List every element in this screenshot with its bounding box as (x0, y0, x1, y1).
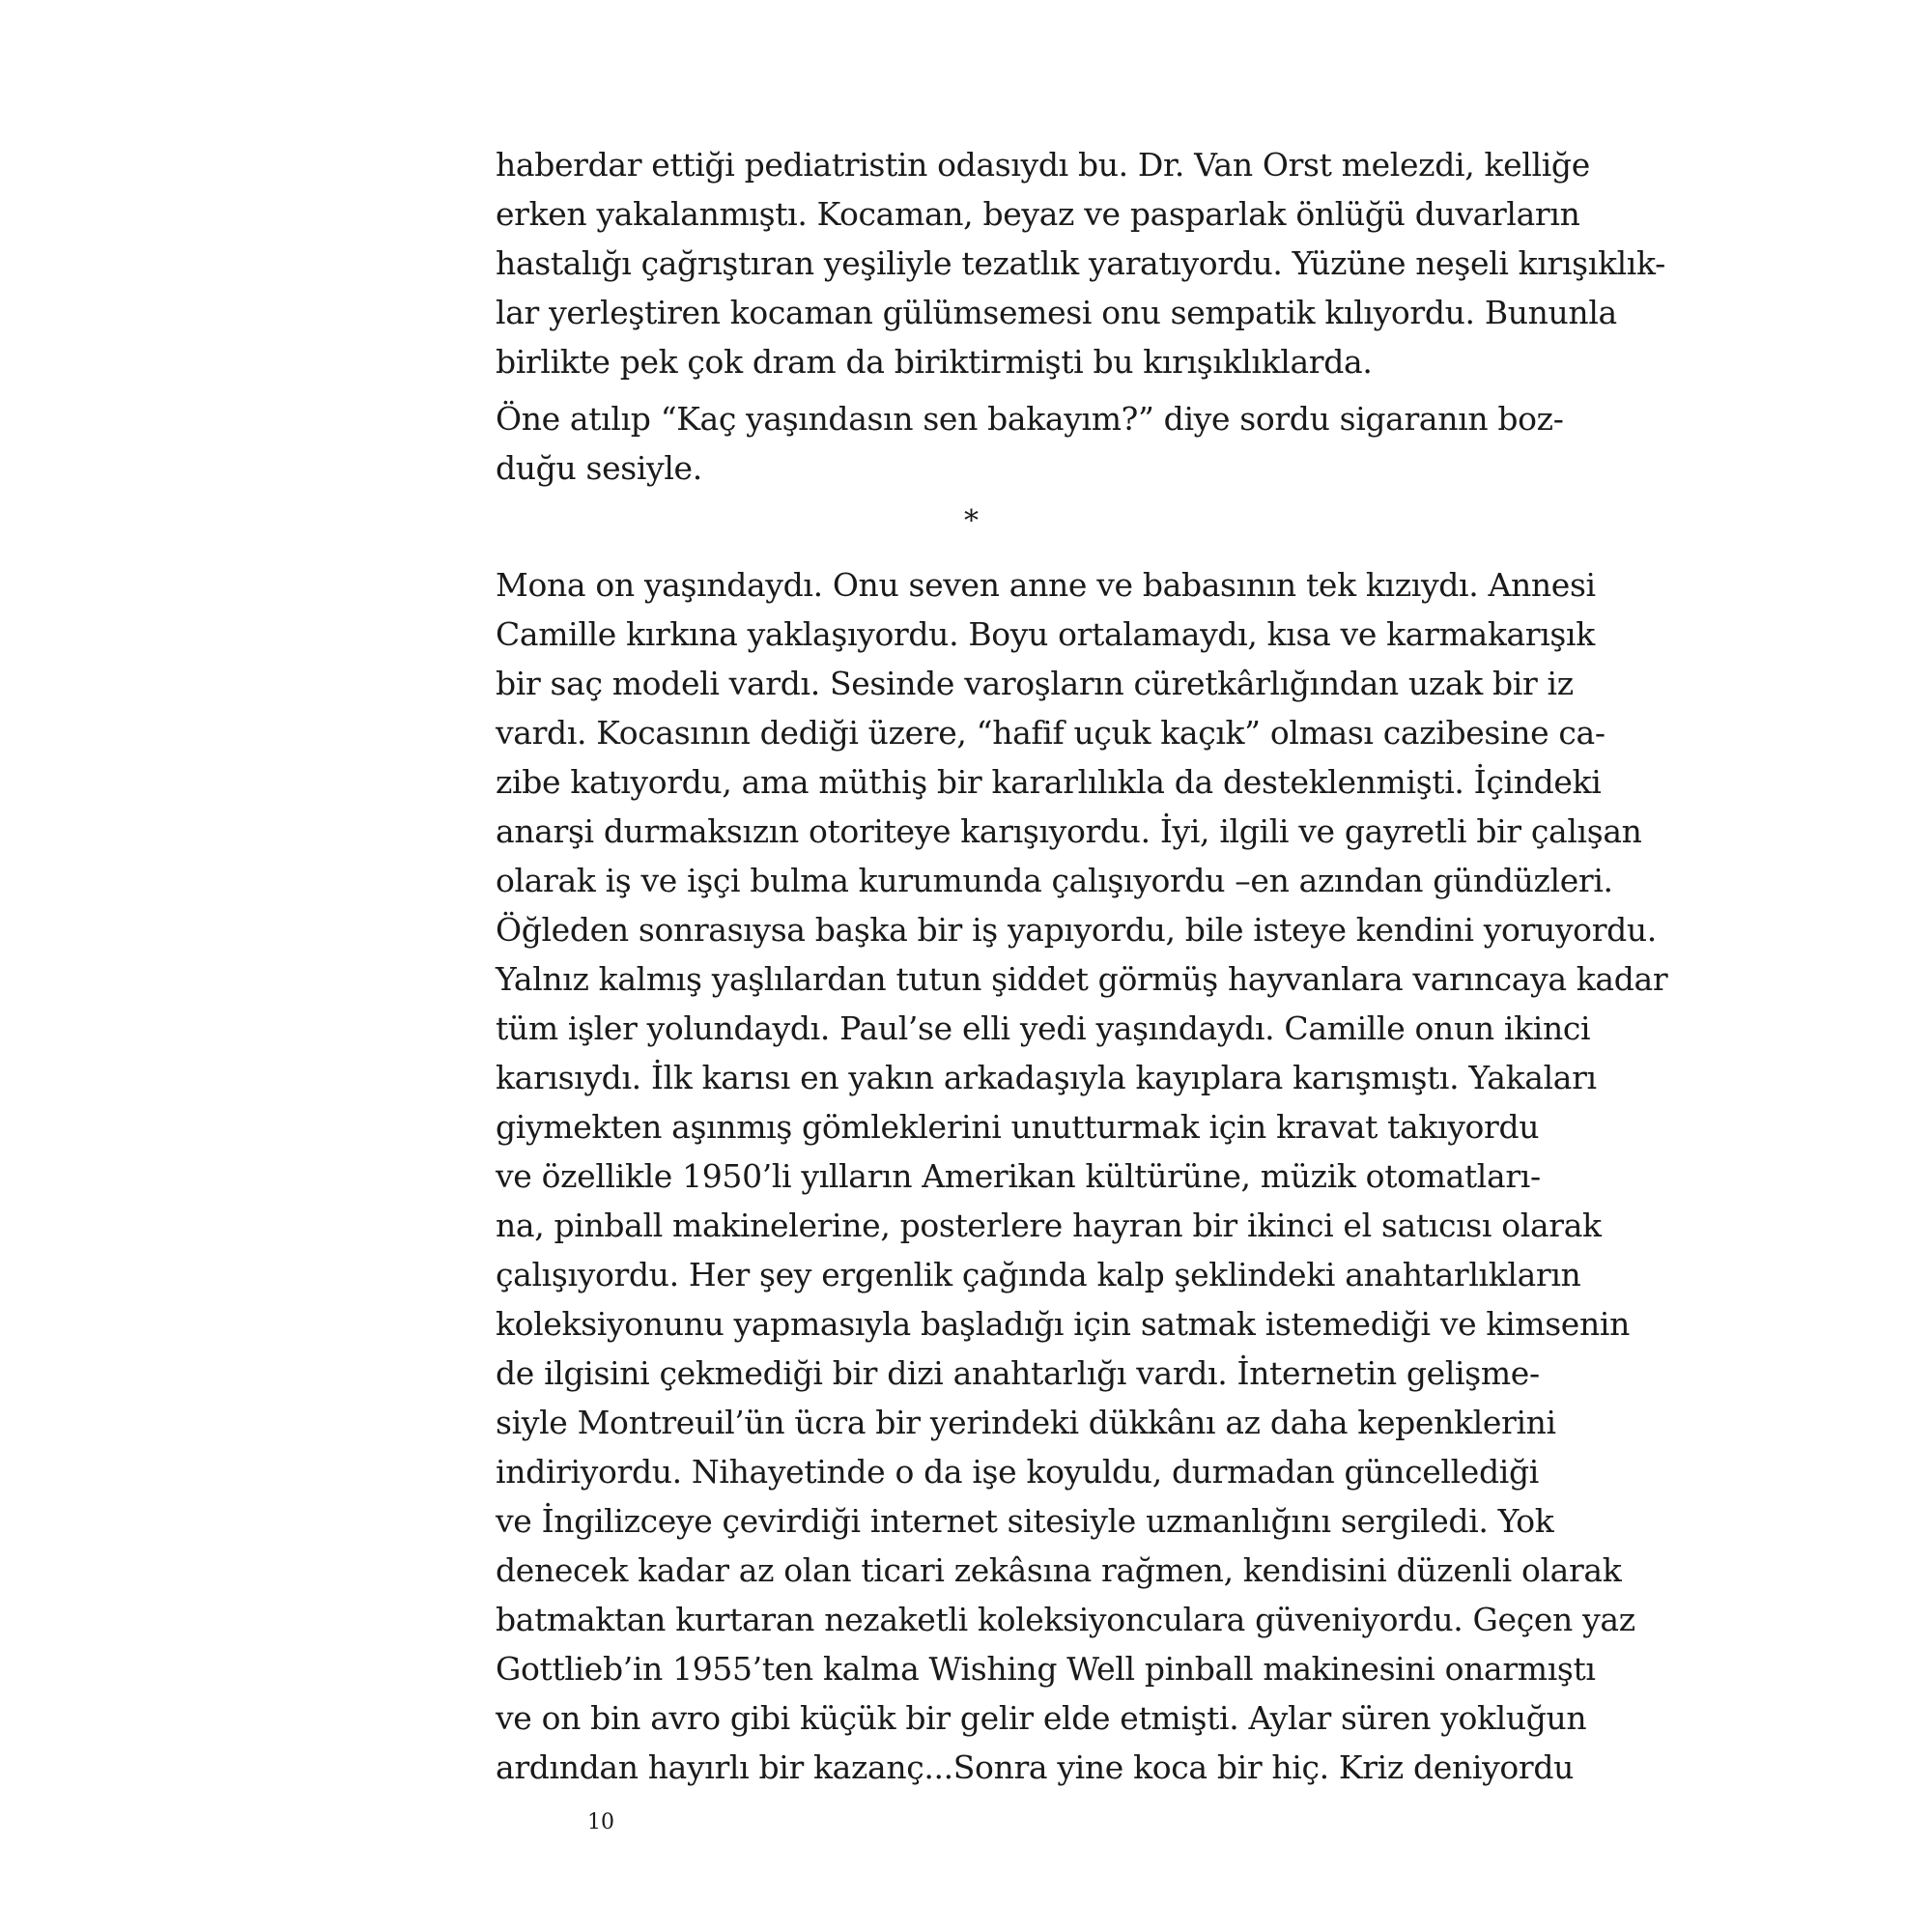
text-line: lar yerleştiren kocaman gülümsemesi onu sempatik kılıyordu. Bununla (496, 294, 1617, 331)
text-line: de ilgisini çekmediği bir dizi anahtarlığı vardı. İnternetin gelişme- (496, 1354, 1540, 1392)
page-number: 10 (587, 1810, 614, 1834)
text-line: Öne atılıp “Kaç yaşındasın sen bakayım?” diye sordu sigaranın boz- (496, 400, 1564, 438)
text-line: denecek kadar az olan ticari zekâsına rağmen, kendisini düzenli olarak (496, 1551, 1622, 1589)
text-line: anarşi durmaksızın otoriteye karışıyordu. İyi, ilgili ve gayretli bir çalışan (496, 812, 1642, 850)
text-line: haberdar ettiği pediatristin odasıydı bu. Dr. Van Orst melezdi, kelliğe (496, 146, 1590, 184)
text-line: çalışıyordu. Her şey ergenlik çağında kalp şeklindeki anahtarlıkların (496, 1256, 1581, 1293)
text-line: Yalnız kalmış yaşlılardan tutun şiddet görmüş hayvanlara varıncaya kadar (496, 960, 1668, 998)
text-line: Camille kırkına yaklaşıyordu. Boyu ortalamaydı, kısa ve karmakarışık (496, 615, 1595, 653)
section-separator: * (964, 504, 979, 538)
text-line: batmaktan kurtaran nezaketli koleksiyonculara güveniyordu. Geçen yaz (496, 1601, 1635, 1638)
text-line: na, pinball makinelerine, posterlere hayran bir ikinci el satıcısı olarak (496, 1207, 1602, 1244)
text-line: hastalığı çağrıştıran yeşiliyle tezatlık yaratıyordu. Yüzüne neşeli kırışıklık- (496, 244, 1665, 282)
text-line: Öğleden sonrasıysa başka bir iş yapıyordu, bile isteye kendini yoruyordu. (496, 911, 1657, 949)
paragraph-1 (496, 140, 1665, 386)
text-line: olarak iş ve işçi bulma kurumunda çalışıyordu –en azından gündüzleri. (496, 862, 1613, 899)
paragraph-2 (496, 394, 1564, 493)
text-line: bir saç modeli vardı. Sesinde varoşların cüretkârlığından uzak bir iz (496, 665, 1574, 702)
text-line: Gottlieb’in 1955’ten kalma Wishing Well pinball makinesini onarmıştı (496, 1650, 1596, 1688)
text-line: Mona on yaşındaydı. Onu seven anne ve babasının tek kızıydı. Annesi (496, 566, 1596, 604)
text-line: ve İngilizceye çevirdiği internet sitesiyle uzmanlığını sergiledi. Yok (496, 1502, 1554, 1540)
paragraph-3 (496, 560, 1668, 1792)
text-line: vardı. Kocasının dediği üzere, “hafif uçuk kaçık” olması cazibesine ca- (496, 714, 1605, 752)
text-line: giymekten aşınmış gömleklerini unutturmak için kravat takıyordu (496, 1108, 1540, 1146)
text-line: erken yakalanmıştı. Kocaman, beyaz ve pasparlak önlüğü duvarların (496, 195, 1580, 233)
text-line: duğu sesiyle. (496, 449, 702, 487)
text-line: ve özellikle 1950’li yılların Amerikan kültürüne, müzik otomatları- (496, 1157, 1541, 1195)
text-line: indiriyordu. Nihayetinde o da işe koyuldu, durmadan güncellediği (496, 1453, 1539, 1491)
text-line: karısıydı. İlk karısı en yakın arkadaşıyla kayıplara karışmıştı. Yakaları (496, 1059, 1597, 1096)
text-line: koleksiyonunu yapmasıyla başladığı için satmak istemediği ve kimsenin (496, 1305, 1631, 1343)
text-line: ve on bin avro gibi küçük bir gelir elde etmişti. Aylar süren yokluğun (496, 1699, 1587, 1737)
text-line: tüm işler yolundaydı. Paul’se elli yedi yaşındaydı. Camille onun ikinci (496, 1009, 1591, 1047)
text-line: ardından hayırlı bir kazanç...Sonra yine koca bir hiç. Kriz deniyordu (496, 1748, 1574, 1786)
text-line: siyle Montreuil’ün ücra bir yerindeki dükkânı az daha kepenklerini (496, 1404, 1556, 1441)
text-line: birlikte pek çok dram da biriktirmişti bu kırışıklıklarda. (496, 343, 1373, 381)
text-line: zibe katıyordu, ama müthiş bir kararlılıkla da desteklenmişti. İçindeki (496, 763, 1602, 801)
